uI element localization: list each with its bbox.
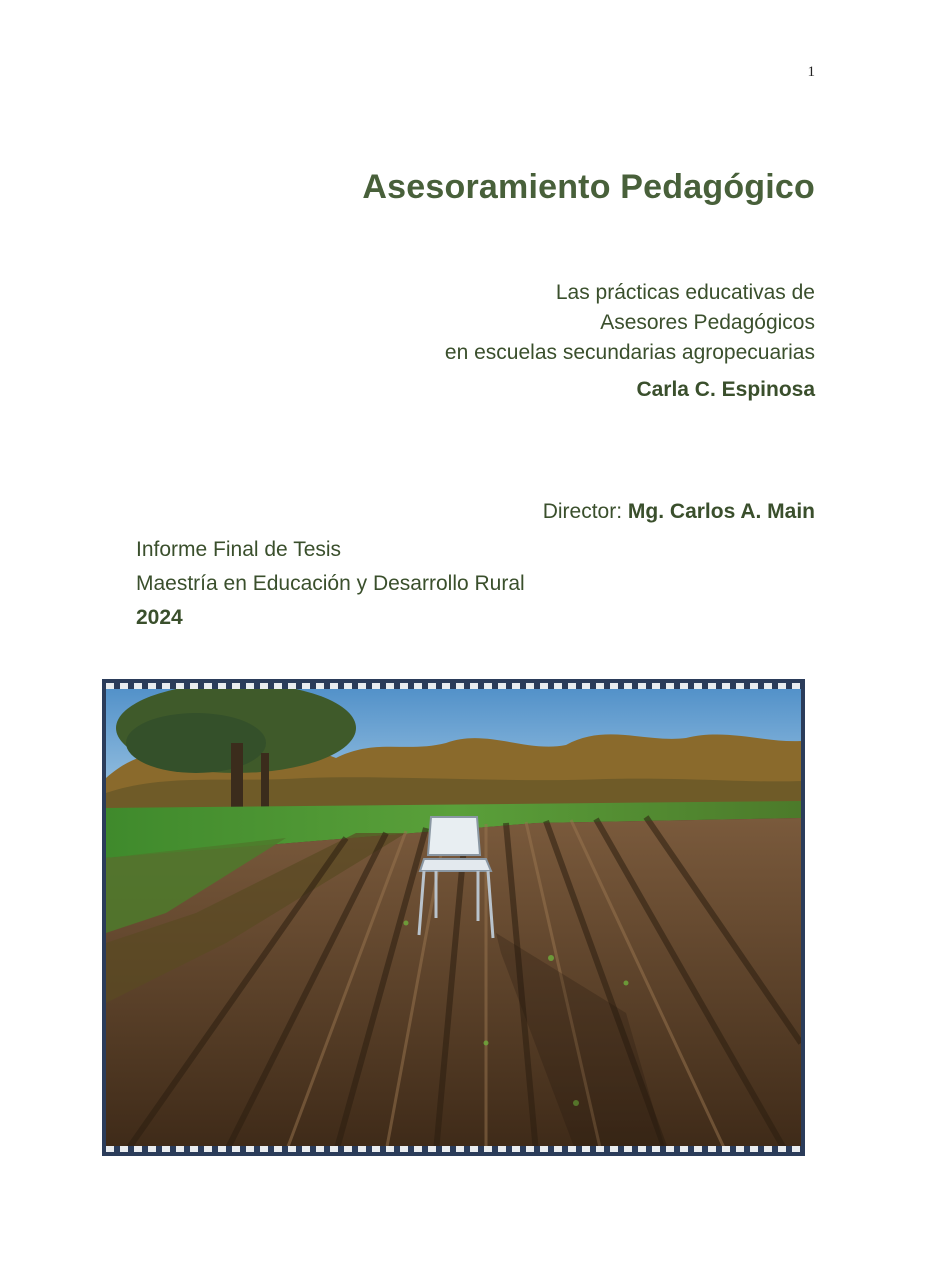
- subtitle-line-2: Asesores Pedagógicos: [600, 311, 815, 334]
- director-name: Mg. Carlos A. Main: [627, 500, 815, 523]
- photo-frame-edge-bottom: [106, 1146, 801, 1152]
- thesis-info: [136, 533, 525, 635]
- cover-subtitle: [445, 278, 815, 368]
- subtitle-line-3: en escuelas secundarias agropecuarias: [444, 341, 815, 364]
- cover-photo: [102, 679, 805, 1156]
- field-photo-illustration: [106, 683, 801, 1152]
- year: 2024: [136, 606, 183, 629]
- photo-frame-edge-top: [106, 683, 801, 689]
- program-name: Maestría en Educación y Desarrollo Rural: [136, 572, 525, 595]
- cover-title: Asesoramiento Pedagógico: [362, 168, 815, 206]
- report-type: Informe Final de Tesis: [136, 538, 342, 561]
- subtitle-line-1: Las prácticas educativas de: [555, 281, 815, 304]
- page-number: 1: [807, 64, 815, 80]
- author-name: Carla C. Espinosa: [636, 378, 815, 401]
- director-label: Director:: [542, 500, 623, 523]
- director-line: [543, 500, 815, 524]
